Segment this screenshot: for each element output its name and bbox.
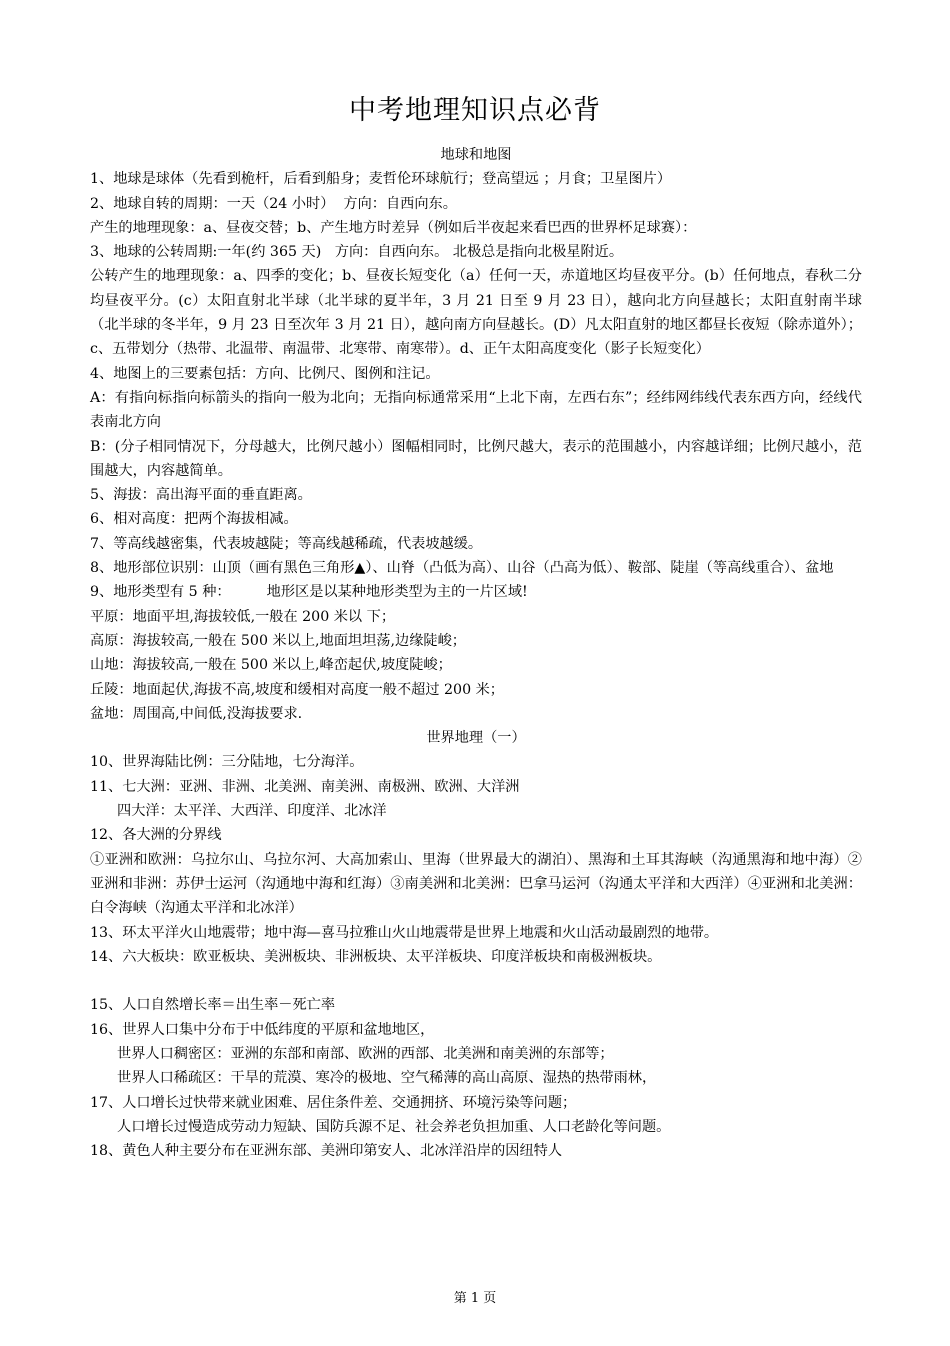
document-body [90,143,862,1163]
page-number: 第 1 页 [453,1291,497,1306]
text-paragraph: 盆地：周围高,中间低,没海拔要求. [90,705,303,722]
text-paragraph: 16、世界人口集中分布于中低纬度的平原和盆地地区， [90,1021,435,1038]
text-paragraph: 8、地形部位识别：山顶（画有黑色三角形▲）、山脊（凸低为高）、山谷（凸高为低）、鞍部、陡崖（等高线重合）、盆地 [90,560,834,577]
text-paragraph: 3、地球的公转周期:一年(约 365 天) 方向：自西向东。 北极总是指向北极星附近。 [90,244,624,261]
text-paragraph: 四大洋：太平洋、大西洋、印度洋、北冰洋 [117,803,387,820]
section-heading: 世界地理（一） [426,730,526,747]
text-paragraph: B：(分子相同情况下，分母越大，比例尺越小）图幅相同时，比例尺越大，表示的范围越小，内容越详细；比例尺越小，范围越大，内容越简单。 [90,438,862,479]
text-paragraph: 人口增长过慢造成劳动力短缺、国防兵源不足、社会养老负担加重、人口老龄化等问题。 [117,1118,671,1135]
text-paragraph: 14、六大板块：欧亚板块、美洲板块、非洲板块、太平洋板块、印度洋板块和南极洲板块。 [90,948,662,965]
text-paragraph: 平原：地面平坦,海拔较低,一般在 200 米以 下； [90,608,396,625]
text-paragraph: 17、人口增长过快带来就业困难、居住条件差、交通拥挤、环境污染等问题； [90,1094,577,1111]
text-paragraph: 15、人口自然增长率＝出生率－死亡率 [90,997,336,1014]
text-paragraph: ①亚洲和欧洲：乌拉尔山、乌拉尔河、大高加索山、里海（世界最大的湖泊）、黑海和土耳其海峡（沟通黑海和地中海）②亚洲和非洲：苏伊士运河（沟通地中海和红海）③南美洲和北美洲：巴拿马运河（沟通太平洋和大西洋）④亚洲和北美洲：白令海峡（沟通太平洋和北冰洋） [90,851,862,917]
text-paragraph: 2、地球自转的周期：一天（24 小时） 方向：自西向东。 [90,195,457,212]
text-paragraph: 12、各大洲的分界线 [90,827,222,844]
page-title: 中考地理知识点必背 [349,95,601,126]
text-paragraph: 山地：海拔较高,一般在 500 米以上,峰峦起伏,坡度陡峻； [90,657,452,674]
text-paragraph: 5、海拔：高出海平面的垂直距离。 [90,487,312,504]
text-paragraph: 11、七大洲：亚洲、非洲、北美洲、南美洲、南极洲、欧洲、大洋洲 [90,778,520,795]
text-paragraph: 18、黄色人种主要分布在亚洲东部、美洲印第安人、北冰洋沿岸的因纽特人 [90,1143,563,1160]
text-paragraph: 9、地形类型有 5 种： 地形区是以某种地形类型为主的一片区域! [90,584,528,601]
text-paragraph: 10、世界海陆比例：三分陆地，七分海洋。 [90,754,364,771]
text-paragraph: 4、地图上的三要素包括：方向、比例尺、图例和注记。 [90,365,440,382]
text-paragraph: 公转产生的地理现象：a、四季的变化；b、昼夜长短变化（a）任何一天，赤道地区均昼夜平分。(b）任何地点，春秋二分均昼夜平分。(c）太阳直射北半球（北半球的夏半年，3 月 21 日至 9 月 23 日），越向北方向昼越长；太阳直射南半球（北半球的冬半年，9 月 23 日至次年 3 月 21 日），越向南方向昼越长。(D）凡太阳直射的地区都昼长夜短（除赤道外）；c、五带划分（热带、北温带、南温带、北寒带、南寒带）。d、正午太阳高度变化（影子长短变化） [90,268,862,358]
text-paragraph: 13、环太平洋火山地震带；地中海—喜马拉雅山火山地震带是世界上地震和火山活动最剧烈的地带。 [90,924,719,941]
text-paragraph: 6、相对高度：把两个海拔相减。 [90,511,298,528]
text-paragraph: 世界人口稀疏区：干旱的荒漠、寒冷的极地、空气稀薄的高山高原、湿热的热带雨林， [117,1070,657,1087]
text-paragraph: 1、地球是球体（先看到桅杆，后看到船身；麦哲伦环球航行；登高望远 ；月食；卫星图片） [90,171,672,188]
text-paragraph: 世界人口稠密区：亚洲的东部和南部、欧洲的西部、北美洲和南美洲的东部等； [117,1045,614,1062]
blank-line [90,969,862,993]
section-heading: 地球和地图 [440,147,512,163]
text-paragraph: 高原：海拔较高,一般在 500 米以上,地面坦坦荡,边缘陡峻； [90,632,466,649]
text-paragraph: A：有指向标指向标箭头的指向一般为北向；无指向标通常采用“上北下南，左西右东”；经纬网纬线代表东西方向，经线代表南北方向 [90,389,862,431]
text-paragraph: 丘陵：地面起伏,海拔不高,坡度和缓相对高度一般不超过 200 米； [90,681,504,698]
text-paragraph: 产生的地理现象：a、昼夜交替；b、产生地方时差异（例如后半夜起来看巴西的世界杯足球赛）： [90,219,697,236]
text-paragraph: 7、等高线越密集，代表坡越陡；等高线越稀疏，代表坡越缓。 [90,535,483,552]
